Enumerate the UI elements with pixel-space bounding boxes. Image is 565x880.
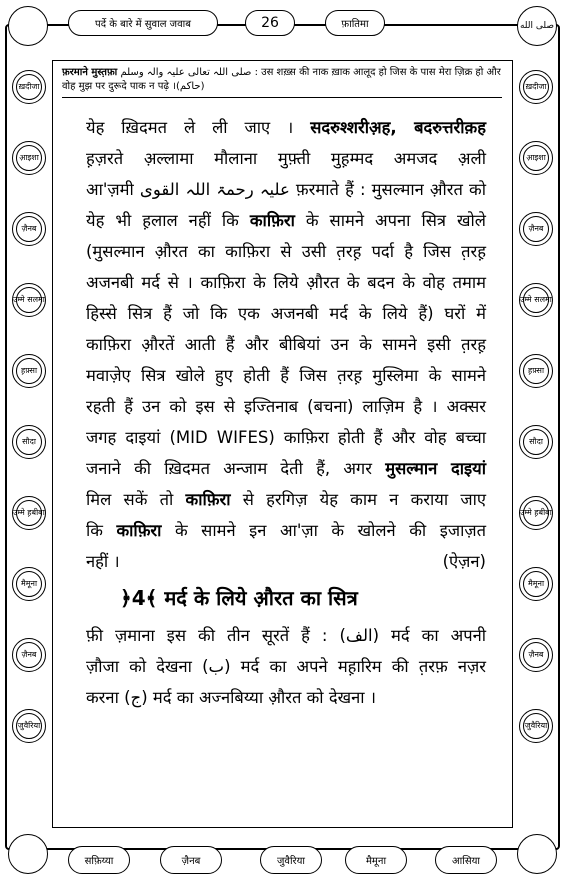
side-medal: जुवैरिया [519,709,553,743]
text-line [86,391,486,422]
side-medal: आ़इशा [519,141,553,175]
section-paragraph [86,620,486,713]
notice-arabic: صلی اللہ تعالی علیہ والہ وسلم [120,67,252,78]
text-run: से हरगिज़ येह काम न कराया जाए [230,490,486,509]
text-line [86,298,486,329]
side-medal: ख़दीजा [519,70,553,104]
side-medal: उम्मे ह़बीबा [12,496,46,530]
footer-medal: जुवैरिया [260,846,322,874]
side-medal: सौदा [519,425,553,459]
book-title: पर्दे के बारे में सुवाल जवाब [68,10,218,36]
text-line [86,205,486,236]
closing-line [86,546,486,577]
bold-phrase: सदरुश्शरीअ़ह, बदरुत्तरीक़ह [310,118,486,137]
text-run: मुसल्मान औ़रत को [371,180,486,199]
bold-phrase: मुसल्मान दाइयां [385,459,486,478]
notice-prefix: फ़रमाने मुस्त़फ़ा [62,67,118,78]
text-line [86,484,486,515]
side-medal: मैमूना [12,567,46,601]
text-run: ह़ज़रते अ़ल्लामा मौलाना मुफ़्ती मुह़म्मद अमजद अ़ली [86,149,486,168]
corner-medal-bottom-left [8,834,48,874]
side-medal: आ़इशा [12,141,46,175]
notice-text: : उस शख़्स की नाक ख़ाक आलूद हो जिस के पास मेरा ज़िक्र हो और वोह मुझ पर दुरूदे पाक न पढ़े ।(حاکم) [62,67,501,92]
hadith-notice [62,66,502,98]
text-run: फ़रमाते हैं : [289,180,372,199]
footer-medal: ज़ैनब [160,846,222,874]
side-medal: ज़ैनब [12,212,46,246]
header-medal: फ़ातिमा [325,10,385,36]
reference: (ऐज़न) [442,552,486,571]
text-run: आ'ज़मी [86,180,140,199]
text-run: फ़ी ज़माना इस की तीन सूरतें हैं : (الف) मर्द का अपनी [86,626,487,645]
text-line [86,236,486,267]
text-run: अजनबी मर्द से । काफ़िरा के लिये औ़रत के बदन के वोह तमाम [86,273,486,292]
side-medal: उम्मे ह़बीबा [519,496,553,530]
text-run: के सामने अपना सित्र खोले [294,211,486,230]
side-medal: ह़फ़्सा [12,354,46,388]
side-medal: ज़ैनब [519,638,553,672]
side-medal: ज़ैनब [519,212,553,246]
corner-medal-top-right: صلى الله [517,6,557,46]
text-run: येह ख़िदमत ले ली जाए । [86,118,311,137]
side-medal: ज़ैनब [12,638,46,672]
text-run: रहती हैं उन को इस से इज्तिनाब (बचना) लाज़िम है । अक्सर [86,397,486,416]
text-run: मिल सकें तो [86,490,186,509]
side-medal: जुवैरिया [12,709,46,743]
text-run: काफ़िरा औ़रतें आती हैं और बीबियां उन के सामने इसी त़रह़ [86,335,486,354]
bold-phrase: काफ़िरा [249,211,295,230]
side-medal: ह़फ़्सा [519,354,553,388]
bold-phrase: काफ़िरा [185,490,231,509]
text-line [86,329,486,360]
closing-text: नहीं । [86,552,120,571]
main-text [86,112,486,713]
side-medal: मैमूना [519,567,553,601]
side-medal: सौदा [12,425,46,459]
footer-medal: मैमूना [345,846,407,874]
bold-phrase: काफ़िरा [116,521,162,540]
text-line [86,453,486,484]
text-run: येह भी ह़लाल नहीं कि [86,211,250,230]
body-paragraph [86,112,486,546]
text-run: के सामने इन आ'ज़ा के खोलने की इजाज़त [161,521,486,540]
footer-medal: सफ़िय्या [68,846,130,874]
side-medal: उम्मे सलमा [12,283,46,317]
side-medal: ख़दीजा [12,70,46,104]
text-run: कि [86,521,117,540]
text-line [86,143,486,174]
text-line [86,174,486,205]
text-line [86,267,486,298]
text-run: ज़ौजा को देखना (ب) मर्द का अपने मह़ारिम की त़रफ़ नज़र [86,657,487,676]
section-heading: ﴿4﴾ मर्द के लिये औ़रत का सित्र [120,586,358,610]
text-line [86,422,486,453]
text-line [86,515,486,546]
text-run: जगह दाइयां (MID WIFES) काफ़िरा होती हैं और वोह बच्चा [86,428,486,447]
text-line [86,651,486,682]
page-number: 26 [245,10,295,36]
text-line [86,682,486,713]
side-medal: उम्मे सलमा [519,283,553,317]
text-line [86,112,486,143]
corner-medal-bottom-right [517,834,557,874]
text-run: मवाज़ेए सित्र खोले हुए होती हैं जिस त़रह़ मुस्लिमा के सामने [86,366,486,385]
text-line [86,360,486,391]
text-run: करना (ج) मर्द का अज्नबिय्या औ़रत को देखना । [86,688,377,707]
corner-medal-top-left [8,6,48,46]
footer-medal: आसिया [435,846,497,874]
text-run: (मुसल्मान औ़रत का काफ़िरा से उसी त़रह़ पर्दा है जिस त़रह़ [86,242,486,261]
text-run: हिस्से सित्र हैं जो कि एक अजनबी मर्द के लिये हैं) घरों में [86,304,486,323]
text-line [86,620,486,651]
text-run: जनाने की ख़िदमत अन्जाम देती हैं, अगर [86,459,386,478]
text-run: علیہ رحمۃ اللہ القوی [139,180,290,199]
